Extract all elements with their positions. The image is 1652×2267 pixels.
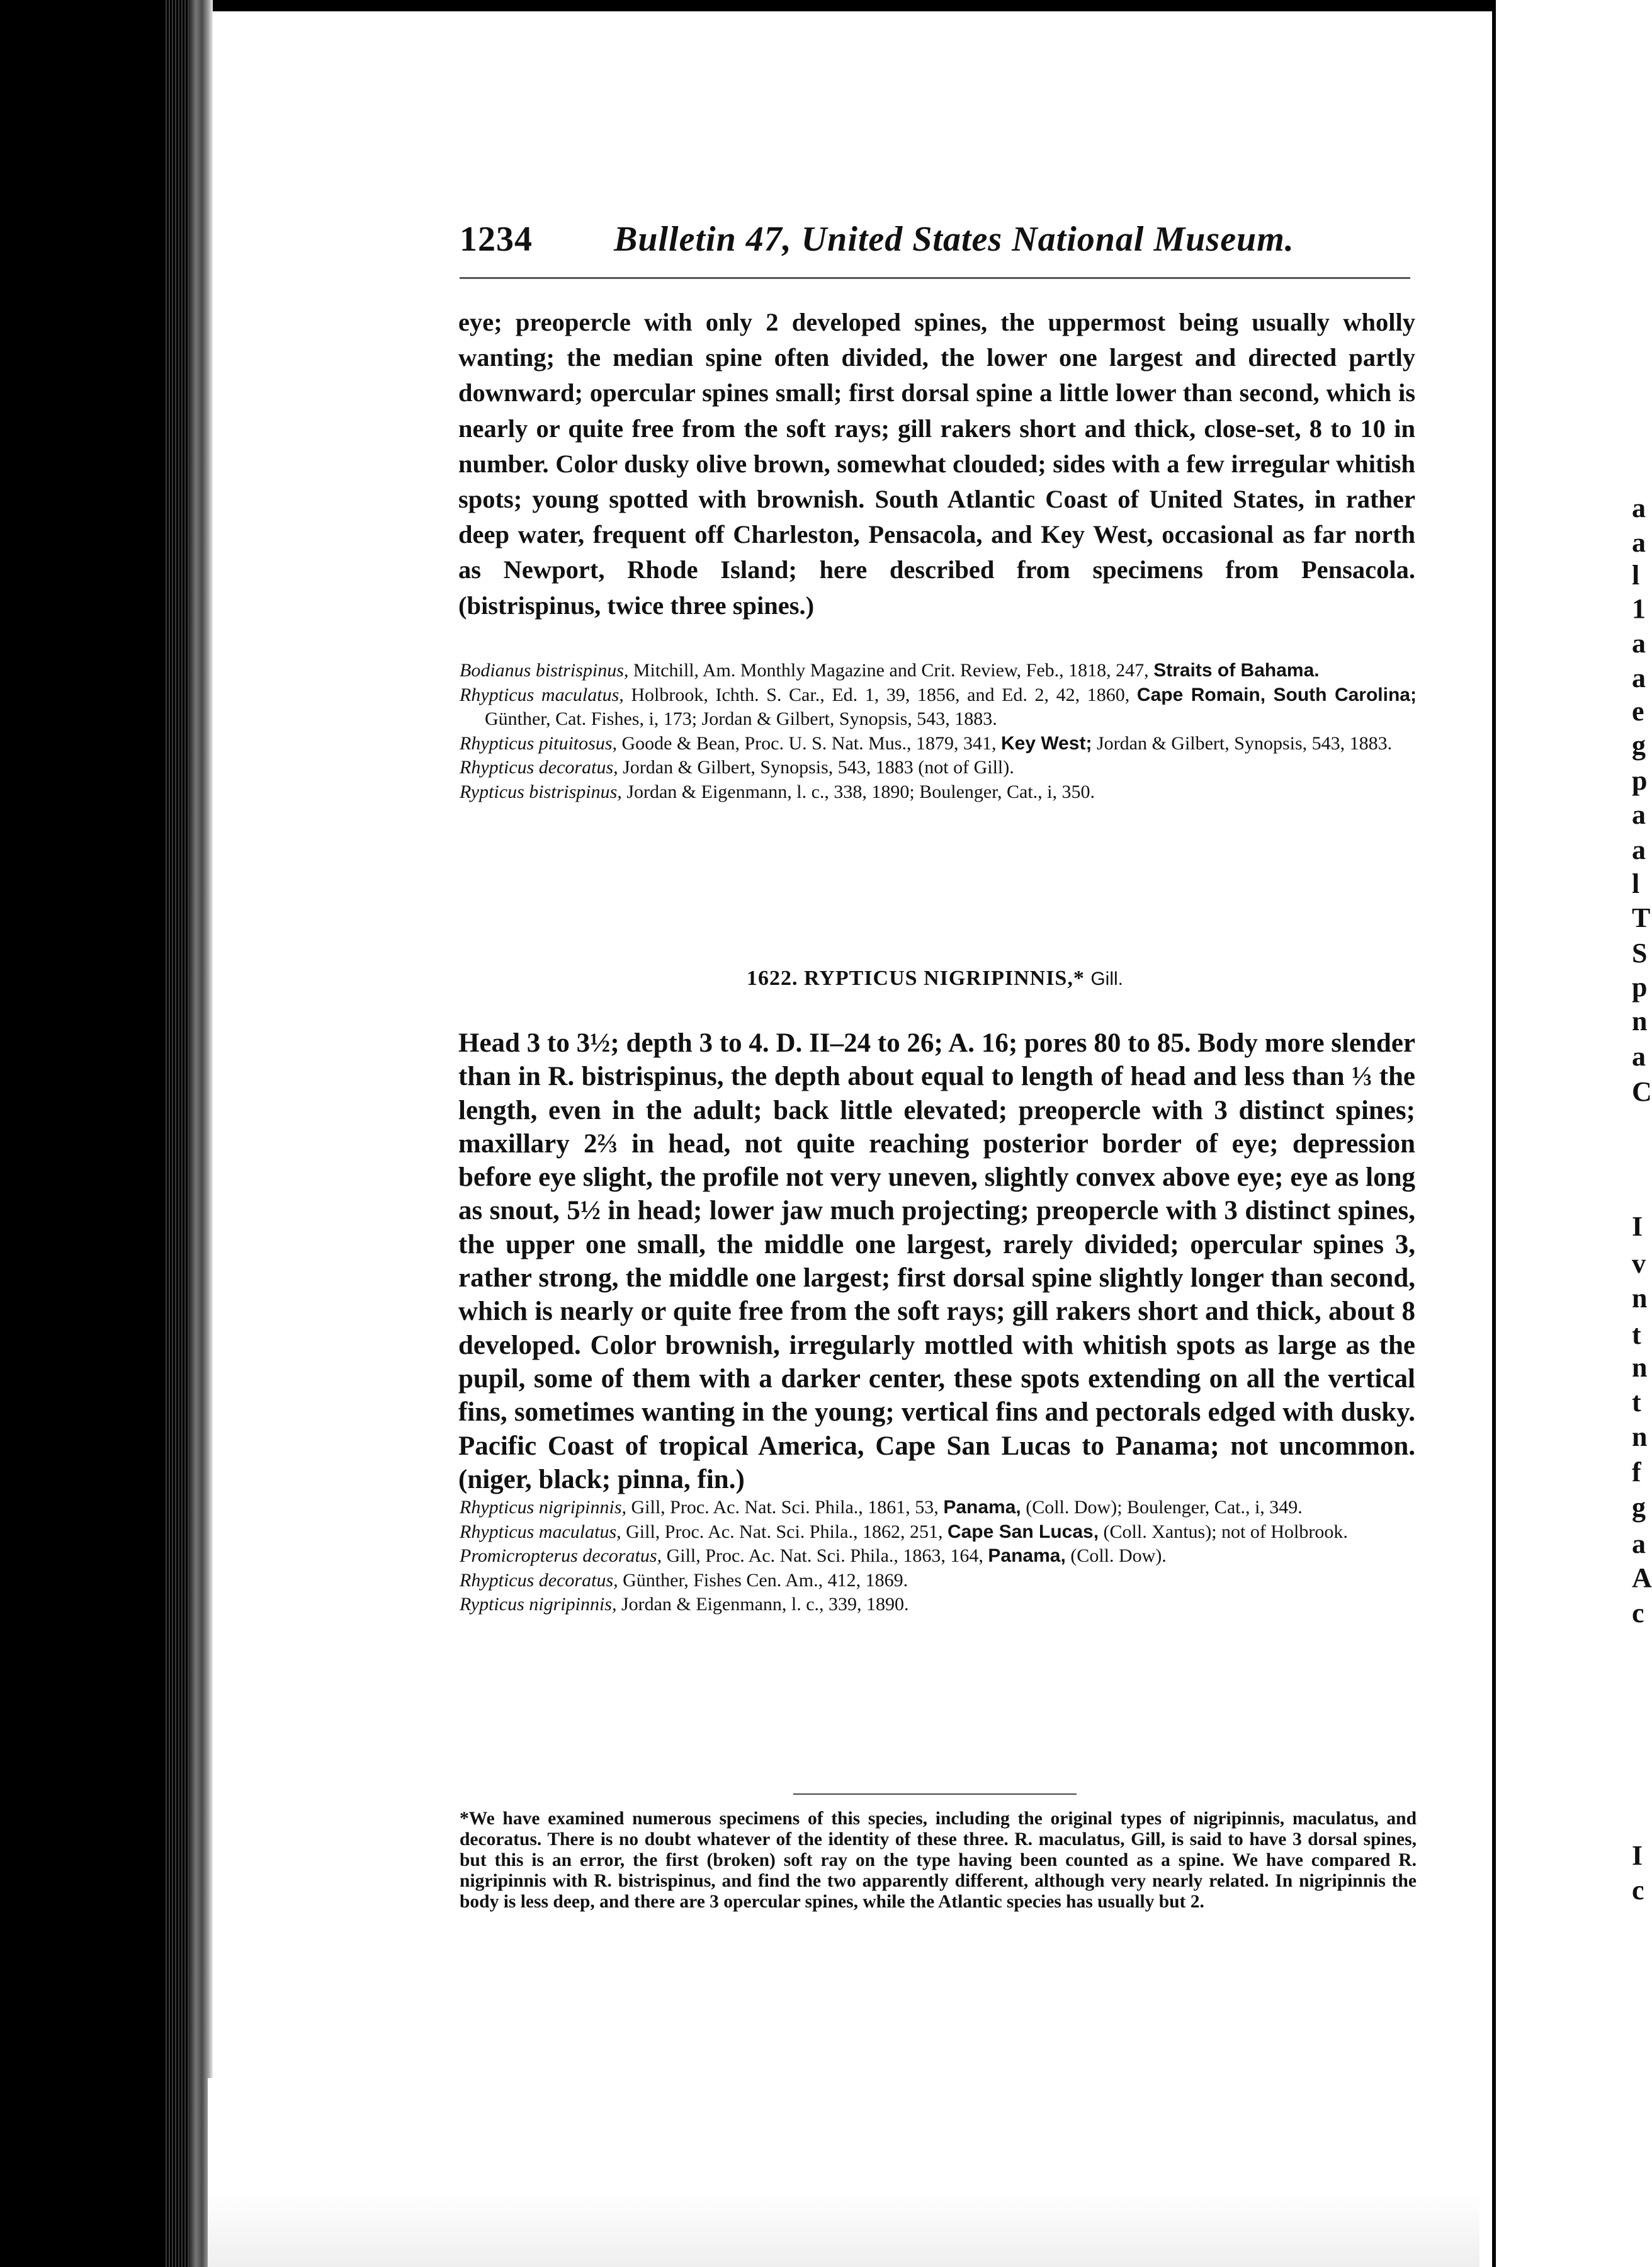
facing-page-letter: n (1632, 1421, 1648, 1452)
facing-page-letter: e (1632, 696, 1644, 727)
facing-page-letter: T (1632, 902, 1651, 933)
reference-entry (460, 1569, 1417, 1593)
page-bottom-shade (208, 2078, 1479, 2267)
reference-locality: Panama, (943, 1497, 1021, 1518)
reference-entry (460, 1520, 1417, 1545)
reference-species: Rhypticus maculatus, (460, 1521, 621, 1542)
facing-page-letter: p (1632, 972, 1648, 1003)
species-author: Gill. (1090, 969, 1124, 989)
facing-page (1496, 0, 1647, 2267)
synonymy-list-bistrispinus (460, 659, 1417, 804)
species-heading (460, 967, 1410, 991)
page-number: 1234 (460, 220, 533, 259)
facing-page-letter: n (1632, 1352, 1648, 1383)
reference-species: Rypticus bistrispinus, (460, 781, 622, 802)
reference-entry (460, 780, 1417, 805)
facing-page-letter: S (1632, 938, 1648, 969)
reference-citation: Jordan & Gilbert, Synopsis, 543, 1883 (not of Gill). (618, 757, 1014, 778)
reference-citation-rest: (Coll. Dow); Boulenger, Cat., i, 349. (1021, 1497, 1303, 1518)
reference-locality: Panama, (988, 1545, 1066, 1566)
reference-citation-rest: (Coll. Dow). (1065, 1545, 1167, 1566)
facing-page-letter: n (1632, 1283, 1648, 1314)
reference-entry (460, 756, 1417, 780)
footnote: *We have examined numerous specimens of this species, including the original types of nigripinnis, maculatus, and decoratus. There is no doubt whatever of the identity of these three. R. maculatus, Gill, is said to have 3 dorsal spines, but this is an error, the first (broken) soft ray on the type having been counted as a spine. We have compared R. nigripinnis with R. bistrispinus, and find the two apparently different, although very nearly related. In nigripinnis the body is less deep, and there are 3 opercular spines, while the Atlantic species has usually but 2. (460, 1809, 1417, 1912)
facing-page-letter: l (1632, 560, 1640, 591)
reference-citation-rest: Günther, Cat. Fishes, i, 173; Jordan & Gilbert, Synopsis, 543, 1883. (485, 708, 997, 729)
running-title: Bulletin 47, United States National Museum. (614, 220, 1294, 259)
facing-page-letter: c (1632, 1598, 1644, 1628)
facing-page-letter: t (1632, 1387, 1641, 1418)
reference-citation: Mitchill, Am. Monthly Magazine and Crit. Review, Feb., 1818, 247, (628, 660, 1154, 681)
synonymy-list-nigripinnis (460, 1496, 1417, 1617)
reference-species: Rhypticus decoratus, (460, 1569, 618, 1591)
facing-page-letter: a (1632, 1041, 1646, 1072)
species-description-nigripinnis: Head 3 to 3½; depth 3 to 4. D. II–24 to 26; A. 16; pores 80 to 85. Body more slender than in R. bistrispinus, the depth about equal to length of head and less than ⅓ the length, even in the adult; back little elevated; preopercle with 3 distinct spines; maxillary 2⅔ in head, not quite reaching posterior border of eye; depression before eye slight, the profile not very uneven, slightly convex above eye; eye as long as snout, 5½ in head; lower jaw much projecting; preopercle with 3 distinct spines, the upper one small, the middle one largest, rarely divided; opercular spines 3, rather strong, the middle one largest; first dorsal spine slightly longer than second, which is nearly or quite free from the soft rays; gill rakers short and thick, about 8 developed. Color brownish, irregularly mottled with whitish spots as large as the pupil, some of them with a darker center, these spots extending on all the vertical fins, sometimes wanting in the young; vertical fins and pectorals edged with dusky. Pacific Coast of tropical America, Cape San Lucas to Panama; not uncommon. (niger, black; pinna, fin.) (458, 1028, 1415, 1494)
reference-entry (460, 732, 1417, 756)
facing-page-letter: v (1632, 1248, 1646, 1279)
reference-species: Rhypticus decoratus, (460, 757, 618, 778)
reference-species: Rhypticus nigripinnis, (460, 1497, 626, 1518)
reference-species: Promicropterus decoratus, (460, 1545, 662, 1566)
reference-locality: Cape Romain, South Carolina; (1136, 684, 1417, 705)
reference-citation: Günther, Fishes Cen. Am., 412, 1869. (618, 1569, 908, 1591)
facing-page-letter: g (1632, 730, 1646, 761)
facing-page-letter: A (1632, 1562, 1652, 1593)
reference-species: Rypticus nigripinnis, (460, 1594, 617, 1615)
reference-citation: Gill, Proc. Ac. Nat. Sci. Phila., 1863, 164, (662, 1545, 988, 1566)
header-rule (460, 277, 1410, 279)
book-spine-shadow (189, 0, 213, 2267)
facing-page-letter: n (1632, 1006, 1648, 1037)
facing-page-letter: I (1632, 1840, 1643, 1871)
scan-border-top (0, 0, 1647, 11)
species-title: 1622. RYPTICUS NIGRIPINNIS,* (746, 967, 1085, 990)
reference-species: Rhypticus maculatus, (460, 684, 624, 705)
reference-citation: Jordan & Eigenmann, l. c., 339, 1890. (616, 1594, 909, 1615)
reference-citation-rest: (Coll. Xantus); not of Holbrook. (1099, 1521, 1348, 1542)
facing-page-letter: c (1632, 1875, 1644, 1906)
facing-page-letter: a (1632, 834, 1646, 865)
reference-citation: Gill, Proc. Ac. Nat. Sci. Phila., 1862, 251, (621, 1521, 948, 1542)
reference-citation: Jordan & Eigenmann, l. c., 338, 1890; Boulenger, Cat., i, 350. (621, 781, 1095, 802)
reference-entry (460, 683, 1417, 732)
reference-locality: Cape San Lucas, (947, 1521, 1099, 1542)
facing-page-letter: C (1632, 1076, 1652, 1107)
reference-citation-rest: Jordan & Gilbert, Synopsis, 543, 1883. (1092, 732, 1393, 754)
reference-entry (460, 1593, 1417, 1617)
reference-citation: Goode & Bean, Proc. U. S. Nat. Mus., 1879, 341, (617, 732, 1001, 754)
footnote-rule (793, 1793, 1077, 1795)
facing-page-letter: l (1632, 868, 1640, 899)
facing-page-letter: a (1632, 662, 1646, 693)
reference-species: Bodianus bistrispinus, (460, 660, 629, 681)
facing-page-letter: a (1632, 492, 1646, 523)
facing-page-letter: 1 (1632, 593, 1646, 624)
facing-page-letter: a (1632, 527, 1646, 558)
reference-entry (460, 1496, 1417, 1520)
facing-page-letter: g (1632, 1492, 1646, 1523)
reference-locality: Key West; (1000, 732, 1092, 754)
reference-citation: Gill, Proc. Ac. Nat. Sci. Phila., 1861, 53, (626, 1497, 944, 1518)
facing-page-letter: a (1632, 799, 1646, 830)
facing-page-letter: I (1632, 1211, 1643, 1242)
facing-page-letter: t (1632, 1319, 1641, 1350)
reference-locality: Straits of Bahama. (1153, 660, 1320, 681)
running-header (460, 219, 1410, 263)
facing-page-letter: p (1632, 765, 1648, 796)
facing-page-letter: f (1632, 1457, 1641, 1487)
reference-entry (460, 659, 1417, 683)
reference-entry (460, 1544, 1417, 1569)
species-description-continued: eye; preopercle with only 2 developed spines, the uppermost being usually wholly wanting; the median spine often divided, the lower one largest and directed partly downward; opercular spines small; first dorsal spine a little lower than second, which is nearly or quite free from the soft rays; gill rakers short and thick, close-set, 8 to 10 in number. Color dusky olive brown, somewhat clouded; sides with a few irregular whitish spots; young spotted with brownish. South Atlantic Coast of United States, in rather deep water, frequent off Charleston, Pensacola, and Key West, occasional as far north as Newport, Rhode Island; here described from specimens from Pensacola. (bistrispinus, twice three spines.) (458, 308, 1415, 620)
reference-species: Rhypticus pituitosus, (460, 732, 617, 754)
facing-page-letter: a (1632, 1528, 1646, 1559)
facing-page-letter: a (1632, 628, 1646, 659)
reference-citation: Holbrook, Ichth. S. Car., Ed. 1, 39, 1856, and Ed. 2, 42, 1860, (623, 684, 1137, 705)
book-page-edges (164, 0, 189, 2267)
